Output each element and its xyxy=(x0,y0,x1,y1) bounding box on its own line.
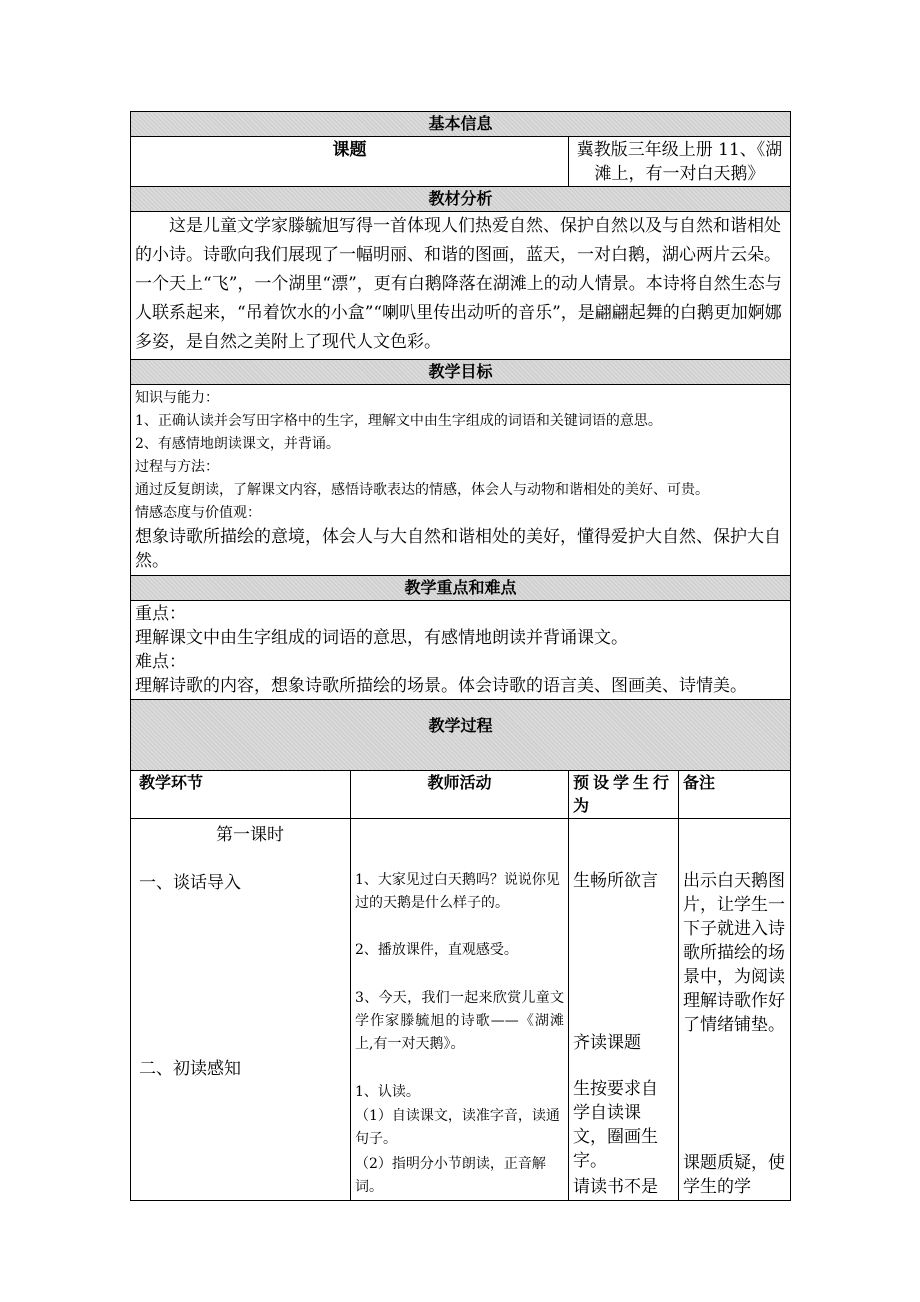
difficulty-text: 理解诗歌的内容，想象诗歌所描绘的场景。体会诗歌的语言美、图画美、诗情美。 xyxy=(135,676,747,696)
note-cell xyxy=(679,819,791,1201)
goal-process-text: 通过反复朗读，了解课文内容，感悟诗歌表达的情感，体会人与动物和谐相处的美好、可贵。 xyxy=(135,482,709,498)
goal-item-2: 2、有感情地朗读课文，并背诵。 xyxy=(135,436,340,452)
student-behavior-3: 生按要求自学自读课文，圈画生字。 xyxy=(573,1079,658,1171)
student-behavior-2: 齐读课题 xyxy=(573,1033,641,1053)
column-header-note: 备注 xyxy=(679,771,791,819)
lesson-number: 第一课时 xyxy=(216,825,284,845)
stage-2-label: 二、初读感知 xyxy=(139,1059,241,1079)
stage-1-label: 一、谈话导入 xyxy=(139,873,241,893)
teacher-step-4: 1、认读。 xyxy=(355,1084,420,1100)
topic-value: 冀教版三年级上册 11、《湖滩上，有一对白天鹅》 xyxy=(569,137,791,187)
difficulty-label: 难点： xyxy=(135,652,186,672)
student-behavior-cell xyxy=(569,819,679,1201)
note-1: 出示白天鹅图片，让学生一下子就进入诗歌所描绘的场景中，为阅读理解诗歌作好了情绪铺垫。 xyxy=(683,871,785,1035)
key-point-label: 重点： xyxy=(135,604,186,624)
goal-emotion-label: 情感态度与价值观： xyxy=(135,505,261,521)
goal-knowledge-label: 知识与能力： xyxy=(135,390,219,406)
key-point-text: 理解课文中由生字组成的词语的意思，有感情地朗读并背诵课文。 xyxy=(135,628,628,648)
teacher-step-6: （2）指明分小节朗读，正音解词。 xyxy=(355,1156,546,1195)
stage-cell xyxy=(131,819,351,1201)
section-header-key-points: 教学重点和难点 xyxy=(131,576,791,601)
teacher-activity-cell xyxy=(351,819,569,1201)
student-behavior-1: 生畅所欲言 xyxy=(573,871,658,891)
section-header-process: 教学过程 xyxy=(131,700,791,771)
section-header-basic-info: 基本信息 xyxy=(131,112,791,137)
note-2: 课题质疑，使学生的学 xyxy=(683,1153,785,1197)
material-analysis-text: 这是儿童文学家滕毓旭写得一首体现人们热爱自然、保护自然以及与自然和谐相处的小诗。诗歌向我们展现了一幅明丽、和谐的图画，蓝天，一对白鹅，湖心两片云朵。一个天上“飞”，一个湖里“漂”，更有白鹅降落在湖滩上的动人情景。本诗将自然生态与人联系起来，“吊着饮水的小盒”“喇叭里传出动听的音乐”，是翩翩起舞的白鹅更加婀娜多姿，是自然之美附上了现代人文色彩。 xyxy=(131,212,791,360)
column-header-stage: 教学环节 xyxy=(131,771,351,819)
section-header-material-analysis: 教材分析 xyxy=(131,187,791,212)
student-behavior-4: 请读书不是 xyxy=(573,1177,658,1197)
key-points-cell xyxy=(131,601,791,700)
goal-emotion-text: 想象诗歌所描绘的意境，体会人与大自然和谐相处的美好，懂得爱护大自然、保护大自然。 xyxy=(135,527,781,571)
section-header-goals: 教学目标 xyxy=(131,360,791,385)
teacher-step-2: 2、播放课件，直观感受。 xyxy=(355,942,518,958)
column-header-teacher: 教师活动 xyxy=(351,771,569,819)
lesson-plan-page xyxy=(130,111,790,1201)
goal-item-1: 1、正确认读并会写田字格中的生字，理解文中由生字组成的词语和关键词语的意思。 xyxy=(135,413,662,429)
column-header-student: 预设学生行为 xyxy=(569,771,679,819)
teacher-step-5: （1）自读课文，读准字音，读通句子。 xyxy=(355,1108,560,1147)
teacher-step-3: 3、今天，我们一起来欣赏儿童文学作家滕毓旭的诗歌——《湖滩上,有一对天鹅》。 xyxy=(355,990,564,1052)
goals-cell xyxy=(131,385,791,576)
topic-label: 课题 xyxy=(131,137,569,187)
goal-process-label: 过程与方法： xyxy=(135,459,219,475)
teacher-step-1: 1、大家见过白天鹅吗？说说你见过的天鹅是什么样子的。 xyxy=(355,872,560,911)
lesson-plan-table xyxy=(130,111,791,1201)
